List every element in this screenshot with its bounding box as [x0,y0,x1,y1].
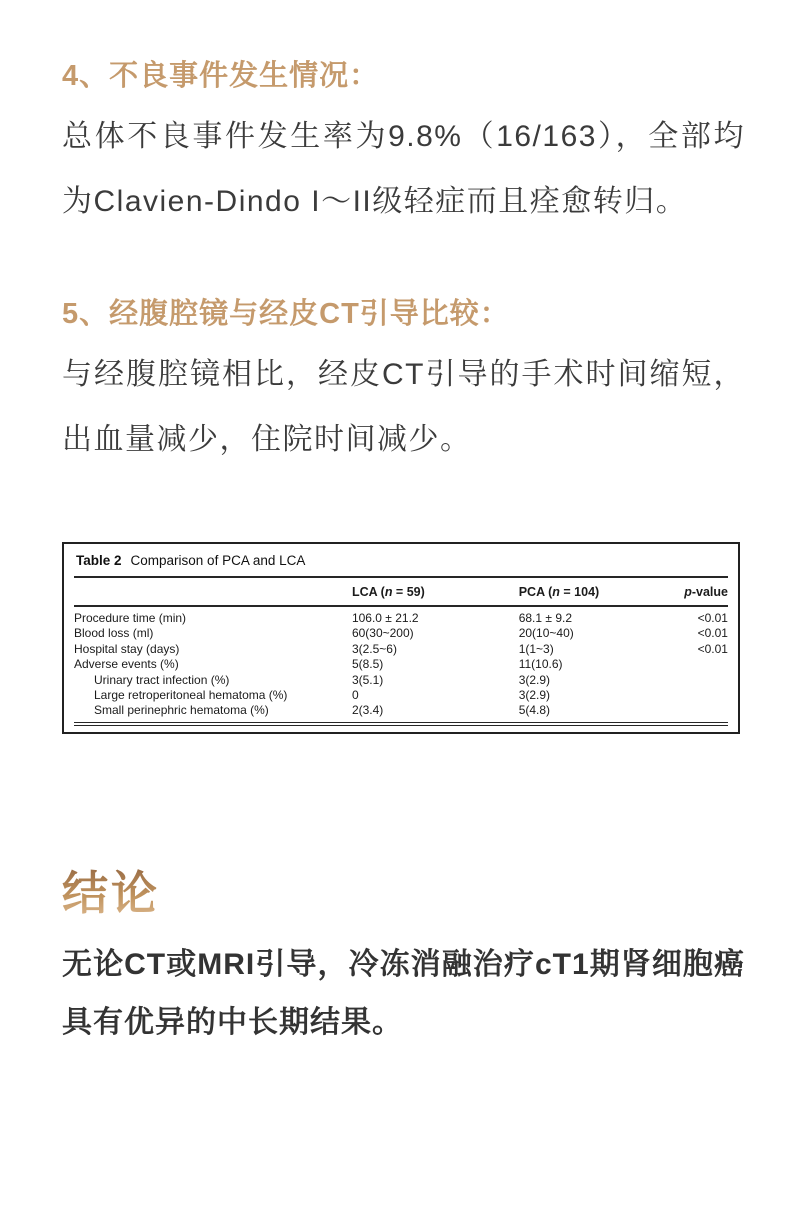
section-4-heading: 4、不良事件发生情况： [62,60,380,92]
table-caption-label: Table 2 [76,553,122,568]
table-header-pvalue: p-value [684,585,728,599]
conclusion-heading: 结论 [62,867,160,919]
table-row: Blood loss (ml) 60(30~200) 20(10~40) <0.01 [74,626,728,641]
section-5-heading: 5、经腹腔镜与经皮CT引导比较： [62,298,510,330]
table-header-row [74,576,728,607]
table-header-pca: PCA (n = 104) [518,585,600,599]
table-row: Procedure time (min) 106.0 ± 21.2 68.1 ± 9.2 <0.01 [74,611,728,625]
table-caption [74,544,728,576]
table-header-lca: LCA (n = 59) [351,585,425,599]
section-4-paragraph: 总体不良事件发生率为9.8%（16/163），全部均为Clavien-Dindo I～II级轻症而且痊愈转归。 [62,120,745,218]
table-row: Hospital stay (days) 3(2.5~6) 1(1~3) <0.01 [74,641,728,656]
results-table [62,542,740,734]
table-row: Urinary tract infection (%) 3(5.1) 3(2.9) [94,672,551,687]
conclusion-paragraph: 无论CT或MRI引导，冷冻消融治疗cT1期肾细胞癌具有优异的中长期结果。 [62,947,745,1039]
table-bottom-rule [74,722,728,726]
table-row: Large retroperitoneal hematoma (%) 0 3(2.9) [94,688,551,703]
table-row: Small perinephric hematoma (%) 2(3.4) 5(4.8) [94,703,551,718]
table-body [74,607,728,719]
table-row: Adverse events (%) 5(8.5) 11(10.6) [74,657,563,672]
section-5-paragraph: 与经腹腔镜相比，经皮CT引导的手术时间缩短，出血量减少，住院时间减少。 [62,358,745,456]
table-caption-text: Comparison of PCA and LCA [130,553,306,568]
